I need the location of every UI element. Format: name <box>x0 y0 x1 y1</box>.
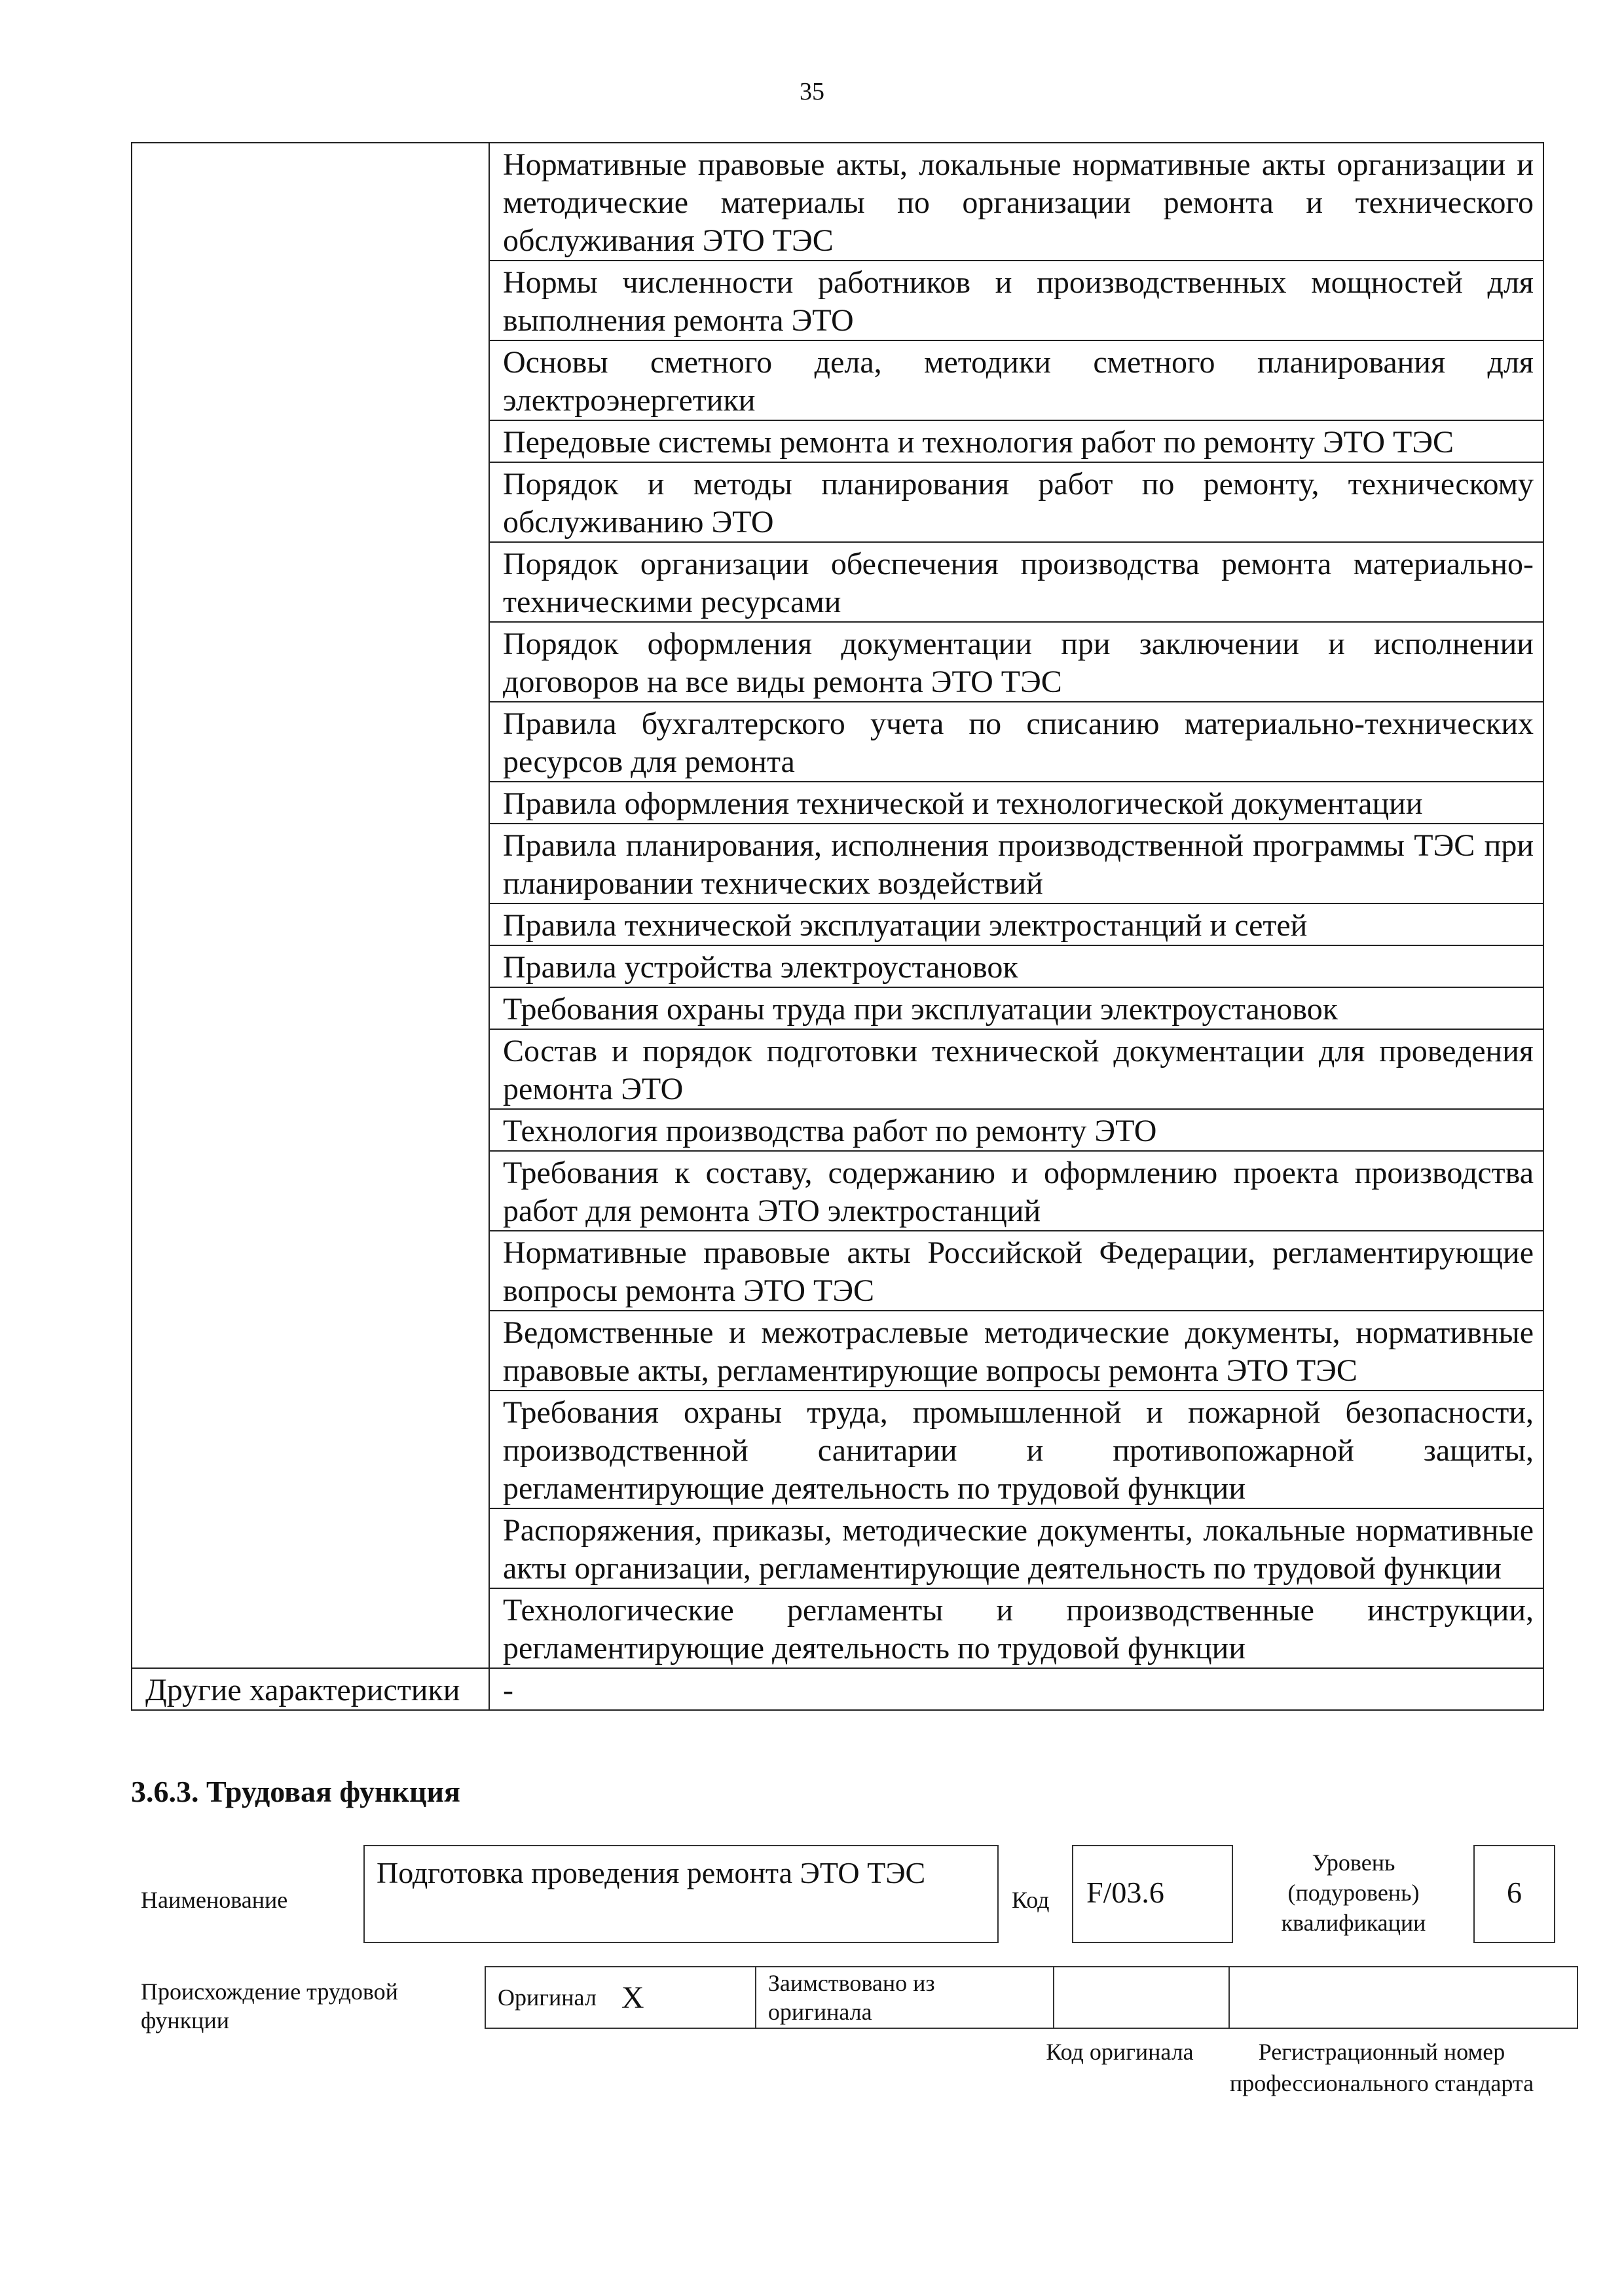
origin-table <box>485 1966 1578 2029</box>
knowledge-item: Правила бухгалтерского учета по списанию материально-технических ресурсов для ремонта <box>489 702 1543 782</box>
reg-caption: Регистрационный номер профессионального стандарта <box>1229 2039 1534 2096</box>
knowledge-item: Правила планирования, исполнения производственной программы ТЭС при планировании технических воздействий <box>489 824 1543 903</box>
knowledge-item: Передовые системы ремонта и технология работ по ремонту ЭТО ТЭС <box>489 420 1543 462</box>
knowledge-item: Основы сметного дела, методики сметного планирования для электроэнергетики <box>489 340 1543 420</box>
level-value: 6 <box>1507 1876 1522 1909</box>
knowledge-item: Требования охраны труда при эксплуатации электроустановок <box>489 987 1543 1029</box>
knowledge-item: Правила технической эксплуатации электростанций и сетей <box>489 903 1543 945</box>
other-row <box>132 1668 1543 1710</box>
function-name-box <box>363 1845 999 1943</box>
knowledge-item: Нормативные правовые акты Российской Федерации, регламентирующие вопросы ремонта ЭТО ТЭС <box>489 1231 1543 1311</box>
knowledge-item: Правила оформления технической и технологической документации <box>489 782 1543 824</box>
page-number: 35 <box>800 78 824 105</box>
code-box <box>1072 1845 1233 1943</box>
knowledge-item: Состав и порядок подготовки технической документации для проведения ремонта ЭТО <box>489 1029 1543 1109</box>
function-name-value: Подготовка проведения ремонта ЭТО ТЭС <box>377 1856 926 1889</box>
code-label: Код <box>1012 1887 1050 1913</box>
original-label: Оригинал <box>485 1967 608 2028</box>
knowledge-item: Нормы численности работников и производственных мощностей для выполнения ремонта ЭТО <box>489 261 1543 340</box>
knowledge-row <box>132 143 1543 261</box>
original-mark: X <box>608 1967 756 2028</box>
borrowed-label: Заимствовано из оригинала <box>756 1967 1054 2028</box>
other-characteristics-value: - <box>489 1668 1543 1710</box>
section-heading: 3.6.3. Трудовая функция <box>131 1775 460 1808</box>
other-characteristics-label: Другие характеристики <box>132 1668 489 1710</box>
code-value: F/03.6 <box>1086 1876 1164 1909</box>
level-box <box>1473 1845 1555 1943</box>
knowledge-item: Технология производства работ по ремонту ЭТО <box>489 1109 1543 1151</box>
knowledge-item: Порядок организации обеспечения производства ремонта материально-техническими ресурсами <box>489 542 1543 622</box>
knowledge-item: Ведомственные и межотраслевые методические документы, нормативные правовые акты, регламентирующие вопросы ремонта ЭТО ТЭС <box>489 1311 1543 1391</box>
function-name-label: Наименование <box>141 1887 288 1913</box>
knowledge-item: Требования к составу, содержанию и оформлению проекта производства работ для ремонта ЭТО электростанций <box>489 1151 1543 1231</box>
knowledge-item: Порядок оформления документации при заключении и исполнении договоров на все виды ремонта ЭТО ТЭС <box>489 622 1543 702</box>
knowledge-item: Распоряжения, приказы, методические документы, локальные нормативные акты организации, регламентирующие деятельность по трудовой функции <box>489 1508 1543 1588</box>
knowledge-table <box>131 142 1544 1711</box>
knowledge-item: Технологические регламенты и производственные инструкции, регламентирующие деятельность по трудовой функции <box>489 1588 1543 1668</box>
code-caption: Код оригинала <box>1046 2039 1194 2065</box>
knowledge-item: Требования охраны труда, промышленной и пожарной безопасности, производственной санитарии и противопожарной защиты, регламентирующие деятельность по трудовой функции <box>489 1391 1543 1508</box>
origin-code-cell <box>1054 1967 1229 2028</box>
knowledge-item: Нормативные правовые акты, локальные нормативные акты организации и методические материалы по организации ремонта и технического обслуживания ЭТО ТЭС <box>489 143 1543 261</box>
origin-label: Происхождение трудовой функции <box>141 1978 398 2033</box>
origin-reg-cell <box>1229 1967 1578 2028</box>
level-label: Уровень (подуровень) квалификации <box>1281 1850 1426 1936</box>
knowledge-item: Правила устройства электроустановок <box>489 945 1543 987</box>
knowledge-item: Порядок и методы планирования работ по ремонту, техническому обслуживанию ЭТО <box>489 462 1543 542</box>
knowledge-left-cell <box>132 143 489 1668</box>
